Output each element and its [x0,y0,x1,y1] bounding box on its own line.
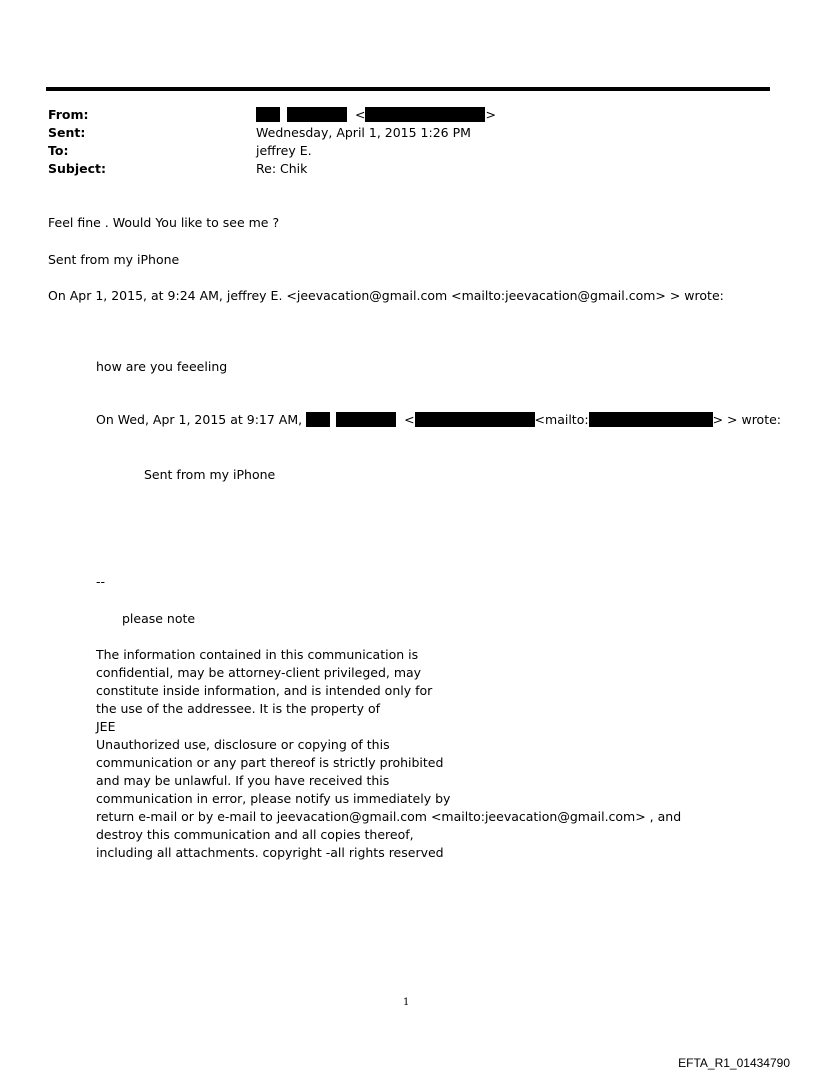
quote2-mailto: <mailto: [534,412,589,427]
quote2-signature: Sent from my iPhone [144,467,276,482]
page-number: 1 [403,997,410,1008]
signature: Sent from my iPhone [48,252,180,267]
quote2-suffix: > > wrote: [712,412,782,427]
redaction-box [336,412,396,427]
subject-value: Re: Chik [256,161,308,176]
quote1-text: how are you feeeling [96,359,228,374]
disclaimer-line: return e-mail or by e-mail to jeevacation@gmail.com <mailto:jeevacation@gmail.com> , and [96,809,682,824]
redaction-box [415,412,535,427]
please-note: please note [122,611,196,626]
disclaimer-line: communication or any part thereof is strictly prohibited [96,755,444,770]
from-label: From: [48,107,89,122]
redaction-box [589,412,713,427]
disclaimer-line: The information contained in this communication is [96,647,419,662]
to-label: To: [48,143,69,158]
disclaimer-line: constitute inside information, and is intended only for [96,683,433,698]
document-id: EFTA_R1_01434790 [678,1056,790,1070]
disclaimer-line: JEE [96,719,116,734]
separator: -- [96,574,106,589]
quote2-header [96,411,781,429]
quote2-lt: < [404,412,415,427]
from-gt: > [485,107,496,122]
from-lt: < [354,107,366,122]
disclaimer [96,646,681,862]
disclaimer-line: including all attachments. copyright -all rights reserved [96,845,444,860]
sent-label: Sent: [48,125,86,140]
quote2-prefix: On Wed, Apr 1, 2015 at 9:17 AM, [96,412,303,427]
quote1-header: On Apr 1, 2015, at 9:24 AM, jeffrey E. <jeevacation@gmail.com <mailto:jeevacation@gmail.com> > wrote: [48,288,724,303]
disclaimer-line: communication in error, please notify us immediately by [96,791,451,806]
from-value [256,106,496,124]
reply-text: Feel fine . Would You like to see me ? [48,215,280,230]
header-rule [46,87,770,91]
redaction-box [287,107,347,122]
redaction-box [256,107,280,122]
redaction-box [365,107,485,122]
redaction-box [306,412,330,427]
disclaimer-line: the use of the addressee. It is the property of [96,701,381,716]
disclaimer-line: confidential, may be attorney-client privileged, may [96,665,422,680]
disclaimer-line: destroy this communication and all copies thereof, [96,827,414,842]
sent-value: Wednesday, April 1, 2015 1:26 PM [256,125,471,140]
subject-label: Subject: [48,161,106,176]
disclaimer-line: and may be unlawful. If you have received this [96,773,390,788]
disclaimer-line: Unauthorized use, disclosure or copying of this [96,737,390,752]
to-value: jeffrey E. [256,143,312,158]
